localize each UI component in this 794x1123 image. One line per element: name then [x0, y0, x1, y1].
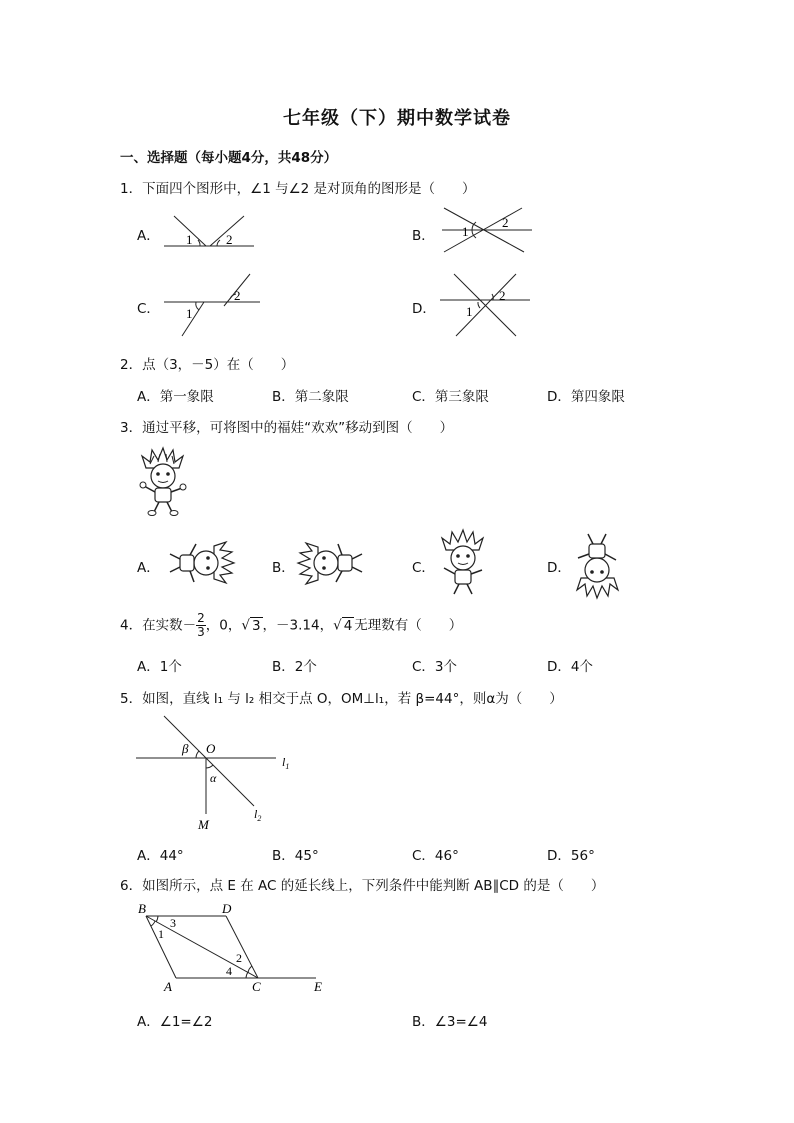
angle-label: 1: [466, 304, 473, 319]
question-6-stem: 6．如图所示，点 E 在 AC 的延长线上，下列条件中能判断 AB∥CD 的是（ ）: [120, 878, 605, 894]
fuwa-option-a-image: [162, 536, 238, 590]
fuwa-reference-image: [136, 446, 190, 518]
q1-option-b-label: B．: [412, 228, 435, 244]
line-l1-label: $l_1$: [282, 755, 290, 771]
q4-option-a[interactable]: A．1个: [137, 659, 182, 675]
angle-3-label: 3: [170, 916, 176, 930]
q5-option-b[interactable]: B．45°: [272, 848, 319, 864]
q1-figure-c: [160, 270, 270, 340]
point-e-label: E: [314, 979, 322, 994]
q2-option-c[interactable]: C．第三象限: [412, 389, 489, 405]
fuwa-option-c-image: [436, 528, 490, 600]
angle-label: 1: [186, 232, 193, 247]
q5-option-c[interactable]: C．46°: [412, 848, 459, 864]
q2-option-d[interactable]: D．第四象限: [547, 389, 625, 405]
section-heading: 一、选择题（每小题4分，共48分）: [120, 150, 338, 166]
q3-option-b[interactable]: B．: [272, 560, 295, 576]
q4-option-d[interactable]: D．4个: [547, 659, 593, 675]
angle-label: 2: [226, 232, 233, 247]
angle-label: 1: [462, 224, 469, 239]
q3-option-a[interactable]: A．: [137, 560, 160, 576]
angle-label: 2: [502, 215, 509, 230]
question-5-stem: 5．如图，直线 l₁ 与 l₂ 相交于点 O，OM⊥l₁，若 β=44°，则α为（ ）: [120, 691, 563, 707]
q6-figure: [134, 898, 334, 994]
q2-option-b[interactable]: B．第二象限: [272, 389, 349, 405]
angle-label: 1: [186, 306, 193, 321]
point-c-label: C: [252, 979, 261, 994]
fuwa-option-d-image: [570, 528, 624, 600]
page-title: 七年级（下）期中数学试卷: [283, 108, 511, 129]
question-4-stem: 4．在实数－ $\frac{2}{3}$ ，0，√ 3 ，－3.14，√ 4 无理数有（ ）: [120, 611, 463, 639]
q1-option-d-label: D．: [412, 301, 436, 317]
angle-label: 2: [234, 288, 241, 303]
question-1-stem: 1．下面四个图形中，∠1 与∠2 是对顶角的图形是（ ）: [120, 181, 476, 197]
fuwa-option-b-image: [294, 536, 370, 590]
q1-figure-d: [436, 270, 536, 340]
point-a-label: A: [164, 979, 172, 994]
q4-option-b[interactable]: B．2个: [272, 659, 317, 675]
question-3-stem: 3．通过平移，可将图中的福娃“欢欢”移动到图（ ）: [120, 420, 454, 436]
q1-option-c-label: C．: [137, 301, 160, 317]
q6-option-a[interactable]: A．∠1=∠2: [137, 1014, 213, 1030]
beta-label: β: [182, 741, 189, 756]
point-d-label: D: [222, 901, 232, 916]
point-m-label: M: [198, 817, 209, 832]
q5-figure: [134, 710, 294, 835]
angle-1-label: 1: [158, 927, 164, 941]
angle-label: 2: [499, 288, 506, 303]
q3-option-c[interactable]: C．: [412, 560, 435, 576]
point-o-label: O: [206, 741, 216, 756]
q3-option-d[interactable]: D．: [547, 560, 571, 576]
question-2-stem: 2．点（3，－5）在（ ）: [120, 357, 295, 373]
q5-option-a[interactable]: A．44°: [137, 848, 184, 864]
fraction: $\frac{2}{3}$: [197, 611, 205, 639]
point-b-label: B: [138, 901, 146, 916]
q1-figure-b: [436, 200, 536, 260]
alpha-label: α: [210, 771, 217, 785]
q4-option-c[interactable]: C．3个: [412, 659, 458, 675]
q1-figure-a: [160, 212, 260, 252]
q6-option-b[interactable]: B．∠3=∠4: [412, 1014, 488, 1030]
line-l2-label: $l_2$: [254, 807, 262, 823]
q1-option-a-label: A．: [137, 228, 160, 244]
angle-4-label: 4: [226, 964, 232, 978]
angle-2-label: 2: [236, 951, 242, 965]
q5-option-d[interactable]: D．56°: [547, 848, 595, 864]
q2-option-a[interactable]: A．第一象限: [137, 389, 214, 405]
